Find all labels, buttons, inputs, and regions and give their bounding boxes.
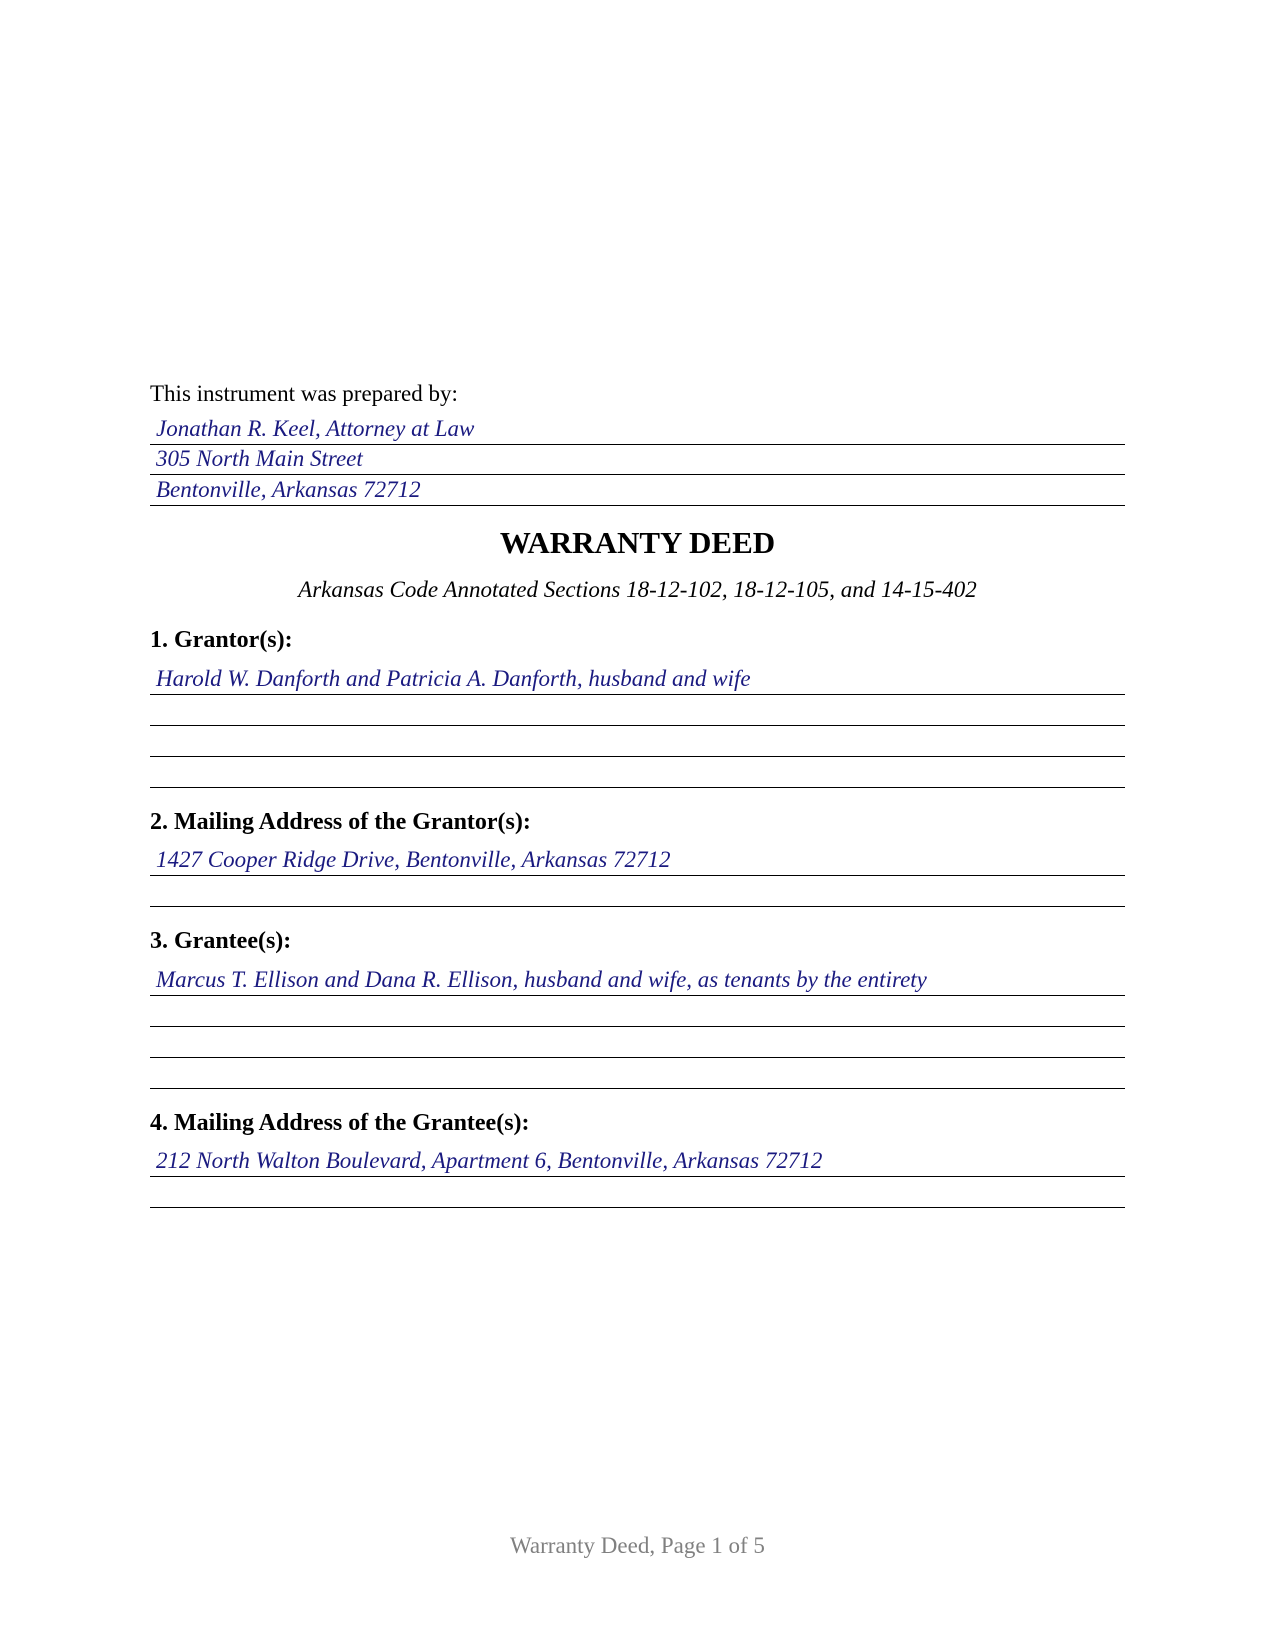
grantee-line-1	[150, 966, 1125, 996]
grantee-line-3	[150, 1028, 1125, 1058]
deed-page	[150, 0, 1125, 1650]
grantee-heading: 3. Grantee(s):	[150, 928, 292, 954]
document-title: WARRANTY DEED	[499, 525, 776, 560]
grantor-line-4	[150, 758, 1125, 788]
document-subtitle: Arkansas Code Annotated Sections 18-12-102, 18-12-105, and 14-15-402	[298, 577, 977, 602]
preparer-city: Bentonville, Arkansas 72712	[156, 477, 421, 502]
prepared-by-label: This instrument was prepared by:	[150, 381, 458, 406]
preparer-name: Jonathan R. Keel, Attorney at Law	[156, 416, 475, 441]
grantor-line-3	[150, 727, 1125, 757]
grantee-address-value: 212 North Walton Boulevard, Apartment 6, Bentonville, Arkansas 72712	[156, 1148, 823, 1173]
preparer-line-2	[150, 445, 1125, 475]
grantor-value: Harold W. Danforth and Patricia A. Danforth, husband and wife	[156, 666, 751, 691]
grantor-address-heading: 2. Mailing Address of the Grantor(s):	[150, 809, 531, 835]
grantor-heading: 1. Grantor(s):	[150, 627, 293, 653]
grantor-address-line-1	[150, 846, 1125, 876]
grantee-address-line-2	[150, 1178, 1125, 1208]
grantee-line-4	[150, 1059, 1125, 1089]
page-footer: Warranty Deed, Page 1 of 5	[510, 1533, 765, 1558]
grantor-line-1	[150, 665, 1125, 695]
grantor-address-line-2	[150, 877, 1125, 907]
grantor-address-value: 1427 Cooper Ridge Drive, Bentonville, Arkansas 72712	[156, 847, 671, 872]
preparer-line-1	[150, 415, 1125, 445]
grantee-line-2	[150, 997, 1125, 1027]
grantee-address-heading: 4. Mailing Address of the Grantee(s):	[150, 1110, 530, 1136]
preparer-street: 305 North Main Street	[156, 446, 363, 471]
grantor-line-2	[150, 696, 1125, 726]
preparer-line-3	[150, 476, 1125, 506]
grantee-value: Marcus T. Ellison and Dana R. Ellison, husband and wife, as tenants by the entirety	[156, 967, 927, 992]
grantee-address-line-1	[150, 1147, 1125, 1177]
